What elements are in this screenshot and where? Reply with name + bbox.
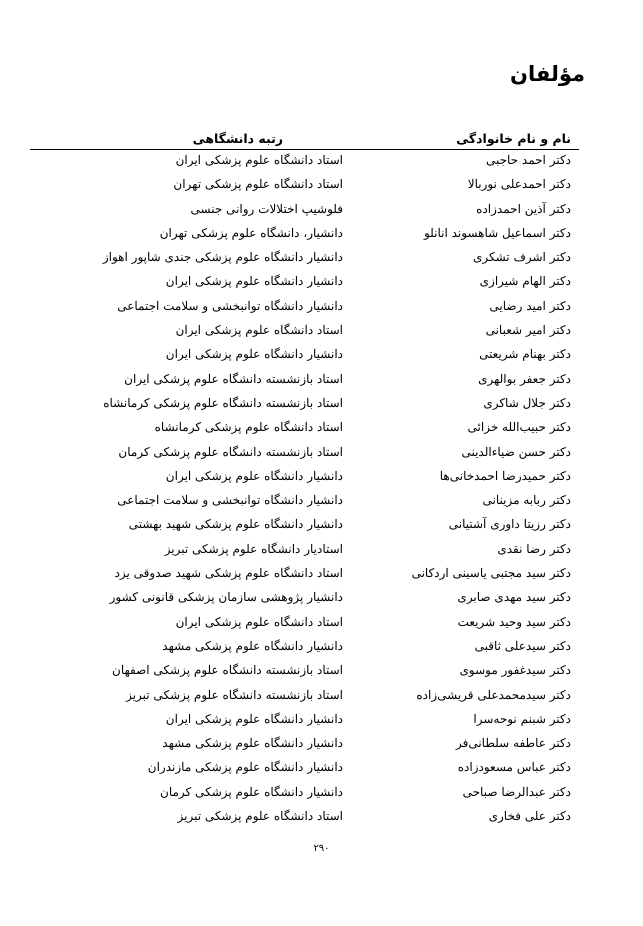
author-rank: دانشیار دانشگاه علوم پزشکی کرمان xyxy=(160,784,343,799)
author-name: دکتر سیدعلی ثاقبی xyxy=(474,638,571,653)
author-name: دکتر عباس مسعودزاده xyxy=(457,760,571,775)
author-rank: دانشیار دانشگاه علوم پزشکی ایران xyxy=(165,711,343,726)
author-name: دکتر شبنم نوحه‌سرا xyxy=(473,711,571,726)
table-row xyxy=(30,271,579,295)
author-rank: استاد دانشگاه علوم پزشکی ایران xyxy=(175,323,343,338)
author-name: دکتر جلال شاکری xyxy=(483,395,571,410)
author-rank: دانشیار دانشگاه علوم پزشکی ایران xyxy=(165,468,343,483)
author-rank: دانشیار دانشگاه علوم پزشکی ایران xyxy=(165,347,343,362)
column-header-name: نام و نام خانوادگی xyxy=(456,131,571,146)
author-rank: استاد بازنشسته دانشگاه علوم پزشکی کرمانشاه xyxy=(103,395,343,410)
author-rank: دانشیار دانشگاه توانبخشی و سلامت اجتماعی xyxy=(117,493,343,508)
author-rank: دانشیار دانشگاه توانبخشی و سلامت اجتماعی xyxy=(117,298,343,313)
author-rank: دانشیار دانشگاه علوم پزشکی مشهد xyxy=(162,638,343,653)
author-rank: استاد دانشگاه علوم پزشکی تبریز xyxy=(177,809,343,824)
author-rank: استادیار دانشگاه علوم پزشکی تبریز xyxy=(164,541,343,556)
author-rank: دانشیار پژوهشی سازمان پزشکی قانونی کشور xyxy=(109,590,343,605)
author-rank: استاد دانشگاه علوم پزشکی ایران xyxy=(175,614,343,629)
author-rank: استاد دانشگاه علوم پزشکی کرمانشاه xyxy=(154,420,343,435)
table-row xyxy=(30,636,579,660)
author-name: دکتر سیدمحمدعلی قریشی‌زاده xyxy=(416,687,571,702)
table-row xyxy=(30,223,579,247)
author-rank: دانشیار دانشگاه علوم پزشکی جندی شاپور اهواز xyxy=(102,250,343,265)
page-title: مؤلفان xyxy=(510,62,585,86)
author-name: دکتر حبیب‌الله خزائی xyxy=(467,420,571,435)
table-row xyxy=(30,320,579,344)
page-number: ۲۹۰ xyxy=(313,843,330,854)
author-name: دکتر عبدالرضا صباحی xyxy=(462,784,571,799)
author-name: دکتر الهام شیرازی xyxy=(479,274,571,289)
author-name: دکتر امید رضایی xyxy=(489,298,571,313)
author-rank: استاد دانشگاه علوم پزشکی شهید صدوقی یزد xyxy=(114,566,343,581)
author-rank: دانشیار، دانشگاه علوم پزشکی تهران xyxy=(159,225,343,240)
table-row xyxy=(30,660,579,684)
author-rank: فلوشیپ اختلالات روانی جنسی xyxy=(190,201,343,216)
author-rank: دانشیار دانشگاه علوم پزشکی مشهد xyxy=(162,736,343,751)
table-row xyxy=(30,369,579,393)
table-row xyxy=(30,757,579,781)
table-row xyxy=(30,296,579,320)
column-header-rank: رتبه دانشگاهی xyxy=(192,131,283,146)
table-row xyxy=(30,466,579,490)
table-row xyxy=(30,733,579,757)
table-row xyxy=(30,417,579,441)
author-name: دکتر عاطفه سلطانی‌فر xyxy=(455,736,571,751)
author-rank: استاد بازنشسته دانشگاه علوم پزشکی تبریز xyxy=(126,687,343,702)
table-row xyxy=(30,514,579,538)
table-row xyxy=(30,344,579,368)
table-row xyxy=(30,539,579,563)
author-name: دکتر رضا نقدی xyxy=(497,541,571,556)
author-name: دکتر اشرف تشکری xyxy=(472,250,571,265)
author-name: دکتر سید وحید شریعت xyxy=(457,614,571,629)
author-rank: استاد بازنشسته دانشگاه علوم پزشکی ایران xyxy=(124,371,343,386)
author-name: دکتر سیدغفور موسوی xyxy=(459,663,571,678)
author-rank: دانشیار دانشگاه علوم پزشکی مازندران xyxy=(147,760,343,775)
author-rank: استاد بازنشسته دانشگاه علوم پزشکی کرمان xyxy=(118,444,343,459)
table-row xyxy=(30,442,579,466)
author-rank: دانشیار دانشگاه علوم پزشکی ایران xyxy=(165,274,343,289)
author-rank: استاد دانشگاه علوم پزشکی تهران xyxy=(173,177,343,192)
author-name: دکتر حمیدرضا احمدخانی‌ها xyxy=(439,468,571,483)
table-row xyxy=(30,709,579,733)
author-name: دکتر ربابه مزینانی xyxy=(482,493,571,508)
author-name: دکتر بهنام شریعتی xyxy=(479,347,571,362)
table-row xyxy=(30,587,579,611)
table-row xyxy=(30,685,579,709)
author-rank: دانشیار دانشگاه علوم پزشکی شهید بهشتی xyxy=(128,517,343,532)
table-row xyxy=(30,393,579,417)
table-row xyxy=(30,247,579,271)
author-name: دکتر احمدعلی نوربالا xyxy=(467,177,571,192)
author-name: دکتر اسماعیل شاهسوند انانلو xyxy=(423,225,571,240)
author-rank: استاد دانشگاه علوم پزشکی ایران xyxy=(175,153,343,167)
author-name: دکتر سید مجتبی یاسینی اردکانی xyxy=(411,566,571,581)
author-name: دکتر جعفر بوالهری xyxy=(478,371,571,386)
table-row xyxy=(30,174,579,198)
table-row xyxy=(30,806,579,830)
author-name: دکتر رزیتا داوری آشتیانی xyxy=(448,517,571,532)
author-name: دکتر حسن ضیاءالدینی xyxy=(461,444,571,459)
table-row xyxy=(30,490,579,514)
table-row xyxy=(30,150,579,174)
author-name: دکتر سید مهدی صابری xyxy=(457,590,571,605)
table-row xyxy=(30,563,579,587)
author-name: دکتر آذین احمدزاده xyxy=(476,201,571,216)
table-row xyxy=(30,199,579,223)
authors-list xyxy=(30,150,579,830)
table-row xyxy=(30,612,579,636)
table-row xyxy=(30,782,579,806)
author-name: دکتر امیر شعبانی xyxy=(485,323,571,338)
author-name: دکتر احمد حاجبی xyxy=(485,153,571,167)
author-name: دکتر علی فخاری xyxy=(488,809,571,824)
author-rank: استاد بازنشسته دانشگاه علوم پزشکی اصفهان xyxy=(112,663,343,678)
